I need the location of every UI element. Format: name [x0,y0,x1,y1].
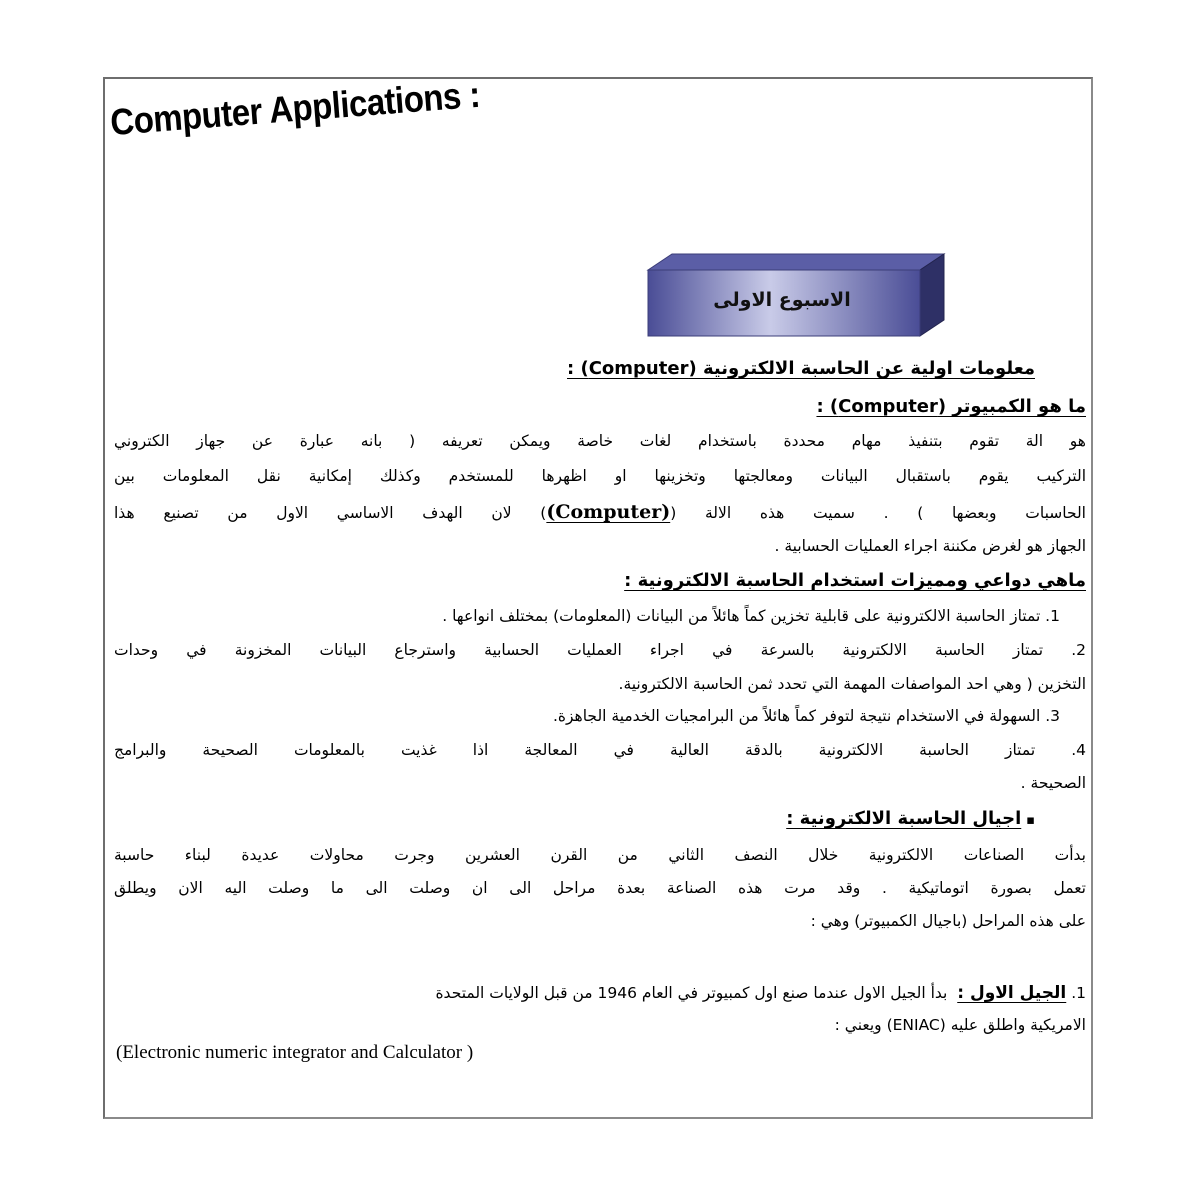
generations-intro-line-2: تعمل بصورة اتوماتيكية . وقد مرت هذه الصناعة بعدة مراحل الى ان وصلت الى ما وصلت اليه الان ويطلق [114,879,1086,897]
definition-line-3-start: الحاسبات وبعضها ) . سميت هذه الالة ( [670,504,1086,522]
first-generation-line-2: الامريكية واطلق عليه (ENIAC) ويعني : [834,1016,1086,1034]
definition-line-3-end: ) لان الهدف الاساسي الاول من تصنيع هذا [114,504,547,522]
page-border [103,77,1093,1119]
eniac-expansion: (Electronic numeric integrator and Calculator ) [116,1042,474,1063]
motive-item-2-line-2: التخزين ( وهي احد المواصفات المهمة التي تحدد ثمن الحاسبة الالكترونية. [618,675,1086,693]
first-generation-number: 1. [1071,984,1086,1002]
first-generation-label: الجيل الاول : [957,983,1067,1003]
motive-item-3: 3. السهولة في الاستخدام نتيجة لتوفر كماً هائلاً من البرامجيات الخدمية الجاهزة. [552,707,1060,725]
week-banner [646,252,946,338]
first-generation-line-1 [435,985,1086,1002]
generations-heading-row [786,810,1035,828]
generations-intro-line-1: بدأت الصناعات الالكترونية خلال النصف الثاني من القرن العشرين وجرت محاولات عديدة لبناء حاسبة [114,846,1086,864]
first-generation-text: بدأ الجيل الاول عندما صنع اول كمبيوتر في العام 1946 من قبل الولايات المتحدة [435,984,948,1002]
heading-motives: ماهي دواعي ومميزات استخدام الحاسبة الالكترونية : [624,570,1086,591]
heading-generations: اجيال الحاسبة الالكترونية : [786,808,1022,829]
heading-basic-info: معلومات اولية عن الحاسبة الالكترونية (Computer) : [567,358,1035,379]
motive-item-4-line-2: الصحيحة . [1020,774,1086,792]
definition-line-1: هو الة تقوم بتنفيذ مهام محددة باستخدام لغات خاصة ويمكن تعريفه ( بانه عبارة عن جهاز الكتروني [114,432,1086,450]
document-title: Computer Applications : [108,73,482,143]
definition-line-4: الجهاز هو لغرض مكننة اجراء العمليات الحسابية . [774,537,1086,555]
definition-line-3 [114,503,1086,522]
motive-item-2-line-1: 2. تمتاز الحاسبة الالكترونية بالسرعة في اجراء العمليات الحسابية واسترجاع البيانات المخزونة في وحدات [114,641,1086,659]
bullet-square-icon: ▪ [1026,813,1035,828]
definition-line-2: التركيب يقوم باستقبال البيانات ومعالجتها وتخزينها او اظهرها للمستخدم وكذلك إمكانية نقل المعلومات بين [114,467,1086,485]
computer-term: (Computer) [546,501,671,523]
heading-what-is-computer: ما هو الكمبيوتر (Computer) : [816,396,1086,417]
generations-intro-line-3: على هذه المراحل (باجيال الكمبيوتر) وهي : [810,912,1086,930]
motive-item-4-line-1: 4. تمتاز الحاسبة الالكترونية بالدقة العالية في المعالجة اذا غذيت بالمعلومات الصحيحة والبرامج [114,741,1086,759]
motive-item-1: 1. تمتاز الحاسبة الالكترونية على قابلية تخزين كماً هائلاً من البيانات (المعلومات) بمختلف انواعها . [442,607,1060,625]
week-label: الاسبوع الاولى [713,289,851,311]
